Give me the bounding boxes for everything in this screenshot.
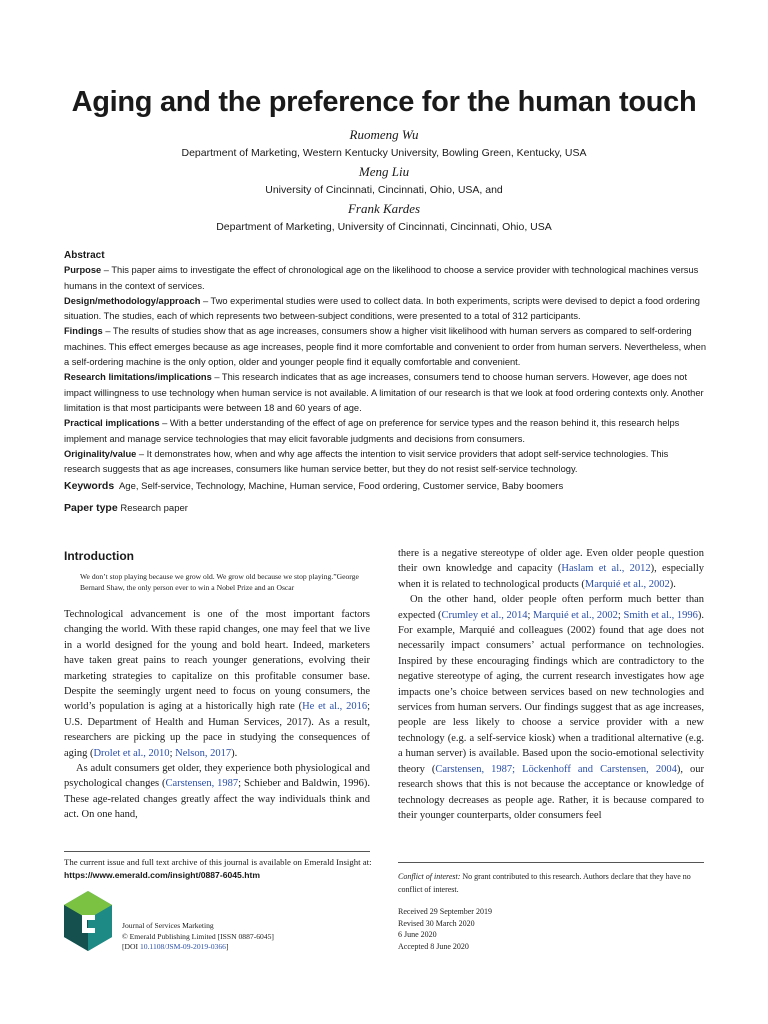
citation-link[interactable]: Smith et al., 1996 xyxy=(623,609,698,621)
author-affiliation: Department of Marketing, University of Cincinnati, Cincinnati, Ohio, USA xyxy=(216,221,552,233)
article-title: Aging and the preference for the human touch xyxy=(71,86,697,118)
doi-prefix: [DOI xyxy=(122,942,140,952)
doi-suffix: ] xyxy=(225,942,229,952)
abstract-section xyxy=(64,370,706,416)
date-revised: Revised 30 March 2020 xyxy=(398,918,475,928)
coi-label: Conflict of interest: xyxy=(398,872,461,881)
abstract-section-text: – It demonstrates how, when and why age affects the intention to visit service providers that adopt self-service technologies. This research suggests that as age increases, consumers like human service better, but they do not resist self-service technology. xyxy=(64,448,669,475)
right-column xyxy=(398,546,704,823)
body-text: As adult consumers get older, they experience both physiological and psychological changes ( xyxy=(64,763,370,790)
body-text: ; U.S. Department of Health and Human Services, 2017). As a result, researchers are picking up the pace in studying the consequences of aging ( xyxy=(64,701,370,759)
author-name: Frank Kardes xyxy=(347,201,421,216)
date-received: Received 29 September 2019 xyxy=(398,907,492,916)
abstract-section-text: – The results of studies show that as age increases, consumers show a higher visit likelihood with human servers as compared to self-ordering machines. This effect emerges because as age increases, people find it more comfortable and convenient to order from human servers. Nevertheless, when a self-ordering machine is the only option, older and younger people find it equally comfortable and convenient. xyxy=(64,326,706,368)
paper-type-label: Paper type xyxy=(64,502,118,514)
footer-divider xyxy=(64,851,370,852)
citation-link[interactable]: Drolet et al., 2010 xyxy=(93,747,170,759)
body-text: ; xyxy=(527,609,534,621)
citation-link[interactable]: Marquié et al., 2002 xyxy=(533,609,618,621)
citation-link[interactable]: He et al., 2016 xyxy=(302,701,368,713)
author-name: Ruomeng Wu xyxy=(349,127,419,142)
citation-link[interactable]: Carstensen, 1987; Löckenhoff and Carstensen, 2004 xyxy=(435,763,677,775)
body-text: there is a negative stereotype of older age. Even older people question their own knowledge and capacity ( xyxy=(398,548,704,575)
citation-link[interactable]: Crumley et al., 2014 xyxy=(441,609,528,621)
abstract-section-label: Design/methodology/approach xyxy=(64,295,201,306)
doi-line xyxy=(122,942,352,953)
abstract-section xyxy=(64,416,706,447)
article-dates xyxy=(398,906,598,952)
paper-type-text: Research paper xyxy=(120,503,188,514)
conflict-of-interest xyxy=(398,871,708,896)
archive-notice xyxy=(64,856,374,882)
body-text: ; Schieber and Baldwin, 1996). These age-related changes greatly affect the way individuals think and act. On one hand, xyxy=(64,778,371,821)
body-paragraph xyxy=(64,607,370,761)
author-block xyxy=(0,126,768,237)
abstract-section-label: Practical implications xyxy=(64,418,160,429)
date-revised-2: 6 June 2020 xyxy=(398,930,437,940)
journal-info xyxy=(122,921,352,953)
abstract-section-text: – With a better understanding of the effect of age on preference for service types and the reason behind it, this research helps implement and manage service technologies that may elicit favorable judgments and decisions from consumers. xyxy=(64,418,680,444)
left-column xyxy=(64,607,370,823)
citation-link[interactable]: Nelson, 2017 xyxy=(175,747,232,759)
abstract-section-label: Originality/value xyxy=(64,448,137,459)
abstract-section-label: Purpose xyxy=(64,265,102,276)
citation-link[interactable]: Haslam et al., 2012 xyxy=(561,563,651,575)
body-text: Technological advancement is one of the most important factors changing the world. With these rapid changes, one may feel that we live in a world designed for the young and bold heart. Indeed, marketers have taken great pains to reach younger generations, evolving their marketing strategies to capitalize on this profitable consumer base. Despite the seemingly urgent need to focus on young consumers, the world’s population is aging at a historically high rate ( xyxy=(64,609,370,713)
body-text: On the other hand, older people often perform much better than expected ( xyxy=(398,594,704,621)
body-text: ), especially when it is related to technological products ( xyxy=(398,563,705,590)
body-text: ; xyxy=(169,747,176,759)
introduction-heading: Introduction xyxy=(64,549,134,563)
journal-name: Journal of Services Marketing xyxy=(122,921,214,930)
body-paragraph xyxy=(398,546,704,592)
author-name: Meng Liu xyxy=(358,164,410,179)
abstract-section xyxy=(64,294,706,325)
keywords-text: Age, Self-service, Technology, Machine, Human service, Food ordering, Customer service, Baby boomers xyxy=(118,481,564,492)
body-paragraph xyxy=(398,592,704,823)
doi-link[interactable]: 10.1108/JSM-09-2019-0366 xyxy=(139,942,226,952)
body-text: ). For example, Marquié and colleagues (2002) found that age does not necessarily impact consumers’ actual performance on technologies. Inspired by these encouraging findings which are contradictory to the negative stereotype of aging, the current research investigates how age impacts one’s choice between services based on new technologies and services from human servers. Our findings suggest that as age increases, people are less likely to choose a service provider with a new technology (e.g. a self-service kiosk) when a traditional alternative (e.g. a human server) is available. Based upon the socio-emotional selectivity theory ( xyxy=(398,609,705,775)
epigraph: We don’t stop playing because we grow old. We grow old because we stop playing.”George Bernard Shaw, the only person ever to win a Nobel Prize and an Oscar xyxy=(80,572,359,592)
author-affiliation: Department of Marketing, Western Kentucky University, Bowling Green, Kentucky, USA xyxy=(181,147,587,159)
body-text: ; xyxy=(617,609,624,621)
paper-type xyxy=(64,502,188,514)
abstract-section-text: – Two experimental studies were used to collect data. In both experiments, scripts were devised to depict a food ordering situation. The studies, each of which represents two between-subject conditions, were presented to a total of 312 participants. xyxy=(64,295,700,322)
body-text: ), our research shows that this is not because the acceptance or knowledge of technology decreases as people age. Rather, it is because compared to their younger counterparts, older consumers feel xyxy=(398,763,705,821)
keywords xyxy=(64,480,563,492)
body-text: ). xyxy=(231,747,238,759)
emerald-logo-icon xyxy=(62,889,114,953)
archive-text: The current issue and full text archive of this journal is available on Emerald Insight at: xyxy=(64,857,372,867)
coi-text: No grant contributed to this research. Authors declare that they have no conflict of interest. xyxy=(398,872,691,894)
abstract-section xyxy=(64,263,706,294)
date-accepted: Accepted 8 June 2020 xyxy=(398,941,469,951)
citation-link[interactable]: Carstensen, 1987 xyxy=(165,778,239,790)
abstract-section-text: – This paper aims to investigate the effect of chronological age on the likelihood to choose a service provider with technological machines versus humans in the context of services. xyxy=(64,265,699,291)
abstract xyxy=(64,248,706,477)
abstract-heading: Abstract xyxy=(64,250,105,261)
abstract-section xyxy=(64,447,706,478)
publisher-line: © Emerald Publishing Limited [ISSN 0887-6045] xyxy=(122,931,274,941)
archive-url[interactable]: https://www.emerald.com/insight/0887-6045.htm xyxy=(64,870,260,880)
abstract-section-label: Findings xyxy=(64,326,103,337)
footer-divider xyxy=(398,862,704,863)
body-paragraph xyxy=(64,761,370,823)
abstract-section xyxy=(64,324,706,370)
abstract-section-text: – This research indicates that as age increases, consumers tend to choose human servers. However, age does not impact willingness to use technology when human service is not available. A limitation of our research is that we look at food ordering contexts only. Another limitation is that most participants were between 18 and 60 years of age. xyxy=(64,372,704,413)
keywords-label: Keywords xyxy=(64,480,115,492)
citation-link[interactable]: Marquié et al., 2002 xyxy=(584,578,670,590)
body-text: ). xyxy=(669,578,676,590)
abstract-section-label: Research limitations/implications xyxy=(64,372,212,383)
author-affiliation: University of Cincinnati, Cincinnati, Ohio, USA, and xyxy=(265,184,503,196)
